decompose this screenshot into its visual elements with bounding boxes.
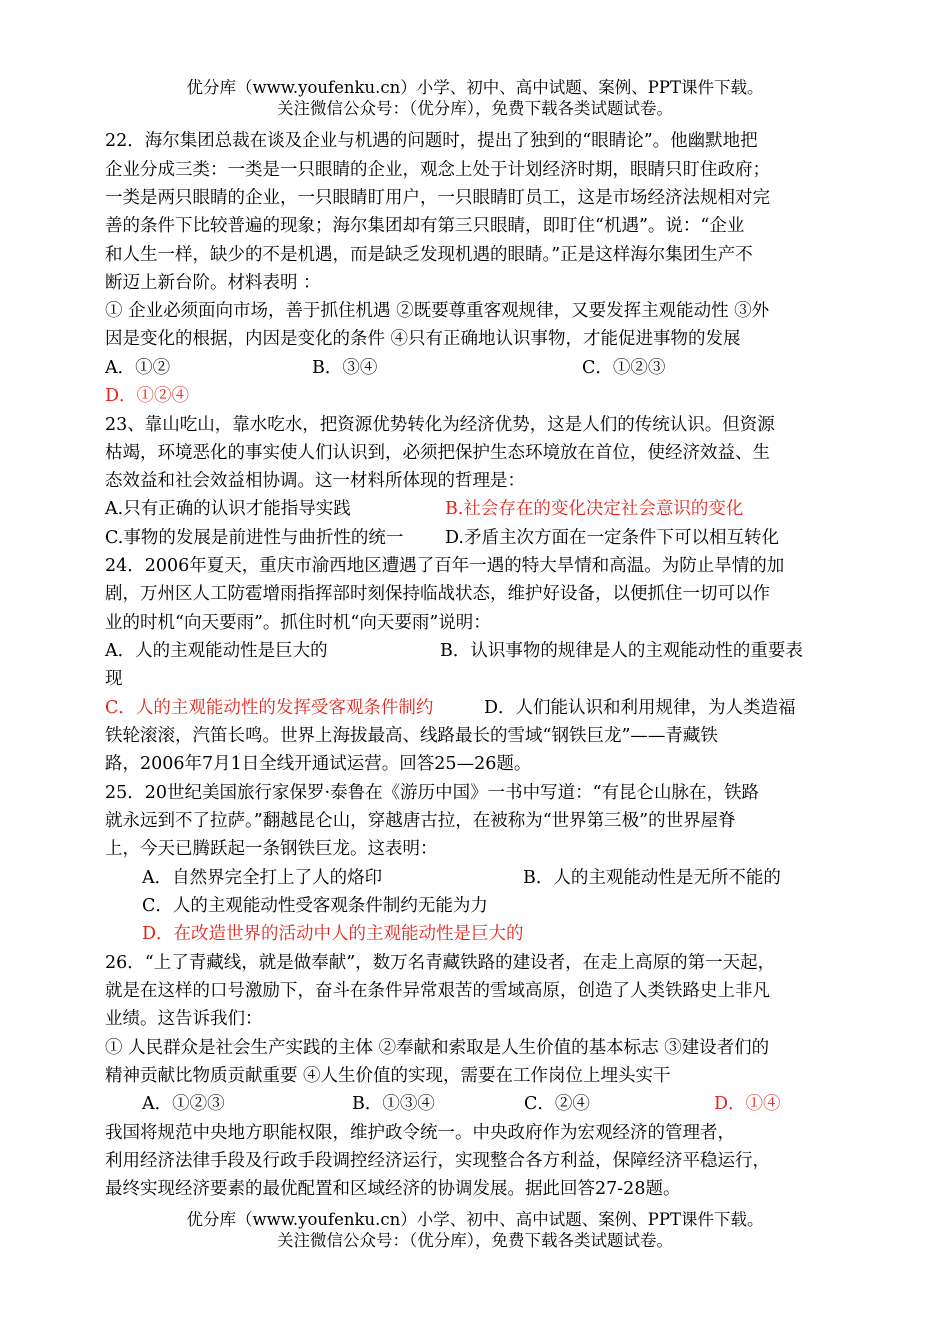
intro-line: 最终实现经济要素的最优配置和区域经济的协调发展。据此回答27-28题。 (105, 1179, 681, 1199)
q23-line: 态效益和社会效益相协调。这一材料所体现的哲理是： (105, 471, 525, 491)
q26-option-a: A．①②③ (142, 1094, 225, 1114)
intro-line: 我国将规范中央地方职能权限，维护政令统一。中央政府作为宏观经济的管理者， (105, 1123, 735, 1143)
q26-line: 26．“上了青藏线，就是做奉献”，数万名青藏铁路的建设者，在走上高原的第一天起， (105, 953, 776, 973)
q22-option-d-answer: D．①②④ (105, 386, 190, 406)
q26-option-c: C．②④ (524, 1094, 590, 1114)
q24-option-c-answer: C．人的主观能动性的发挥受客观条件制约 (105, 698, 434, 718)
header-top-line1: 优分库（www.youfenku.cn）小学、初中、高中试题、案例、PPT课件下载。 (186, 78, 764, 97)
q23-option-b-answer: B.社会存在的变化决定社会意识的变化 (445, 499, 744, 519)
q24-line: 24．2006年夏天，重庆市渝西地区遭遇了百年一遇的特大旱情和高温。为防止旱情的加 (105, 556, 785, 576)
q24-option-b: B．认识事物的规律是人的主观能动性的重要表 (440, 641, 803, 661)
q23-option-d: D.矛盾主次方面在一定条件下可以相互转化 (445, 528, 779, 548)
q25-option-a: A．自然界完全打上了人的烙印 (142, 868, 383, 888)
q22-line: 一类是两只眼睛的企业，一只眼睛盯用户，一只眼睛盯员工，这是市场经济法规相对完 (105, 188, 770, 208)
q26-option-d-answer: D．①④ (714, 1094, 781, 1114)
q26-line: ① 人民群众是社会生产实践的主体 ②奉献和索取是人生价值的基本标志 ③建设者们的 (105, 1038, 770, 1058)
q22-line: 企业分成三类：一类是一只眼睛的企业，观念上处于计划经济时期，眼睛只盯住政府； (105, 160, 770, 180)
q24-line: 业的时机“向天要雨”。抓住时机“向天要雨”说明： (105, 613, 491, 633)
q26-option-b: B．①③④ (352, 1094, 435, 1114)
q22-line: 22．海尔集团总裁在谈及企业与机遇的问题时，提出了独到的“眼睛论”。他幽默地把 (105, 131, 758, 151)
q25-line: 就永远到不了拉萨。”翻越昆仑山，穿越唐古拉，在被称为“世界第三极”的世界屋脊 (105, 811, 736, 831)
q22-line: ① 企业必须面向市场，善于抓住机遇 ②既要尊重客观规律，又要发挥主观能动性 ③外 (105, 301, 770, 321)
intro-line: 路，2006年7月1日全线开通试运营。回答25—26题。 (105, 754, 532, 774)
q22-option-a: A．①② (105, 358, 171, 378)
header-top-line2: 关注微信公众号：（优分库），免费下载各类试题试卷。 (277, 99, 673, 118)
q26-line: 就是在这样的口号激励下，奋斗在条件异常艰苦的雪域高原，创造了人类铁路史上非凡 (105, 981, 770, 1001)
q23-line: 枯竭，环境恶化的事实使人们认识到，必须把保护生态环境放在首位，使经济效益、生 (105, 443, 770, 463)
q25-line: 25．20世纪美国旅行家保罗·泰鲁在《游历中国》一书中写道：“有昆仑山脉在，铁路 (105, 783, 760, 803)
q24-line: 剧，万州区人工防雹增雨指挥部时刻保持临战状态，维护好设备，以便抓住一切可以作 (105, 584, 770, 604)
q25-option-c: C．人的主观能动性受客观条件制约无能为力 (142, 896, 488, 916)
q22-line: 因是变化的根据，内因是变化的条件 ④只有正确地认识事物，才能促进事物的发展 (105, 329, 741, 349)
intro-line: 利用经济法律手段及行政手段调控经济运行，实现整合各方利益，保障经济平稳运行， (105, 1151, 770, 1171)
q26-line: 精神贡献比物质贡献重要 ④人生价值的实现，需要在工作岗位上埋头实干 (105, 1066, 671, 1086)
q22-option-b: B．③④ (312, 358, 378, 378)
q25-option-d-answer: D．在改造世界的活动中人的主观能动性是巨大的 (142, 924, 524, 944)
q24-option-b-continued: 现 (105, 669, 123, 689)
header-bottom-line2: 关注微信公众号：（优分库），免费下载各类试题试卷。 (277, 1231, 673, 1250)
q23-option-c: C.事物的发展是前进性与曲折性的统一 (105, 528, 404, 548)
q23-option-a: A.只有正确的认识才能指导实践 (105, 499, 351, 519)
q22-line: 善的条件下比较普遍的现象；海尔集团却有第三只眼睛，即盯住“机遇”。说：“企业 (105, 216, 745, 236)
q22-line: 断迈上新台阶。材料表明 ： (105, 273, 321, 293)
q23-line: 23、靠山吃山，靠水吃水，把资源优势转化为经济优势，这是人们的传统认识。但资源 (105, 415, 775, 435)
intro-line: 铁轮滚滚，汽笛长鸣。世界上海拔最高、线路最长的雪域“钢铁巨龙”——青藏铁 (105, 726, 718, 746)
q26-line: 业绩。这告诉我们： (105, 1009, 263, 1029)
q24-option-d: D．人们能认识和利用规律，为人类造福 (484, 698, 796, 718)
header-bottom-line1: 优分库（www.youfenku.cn）小学、初中、高中试题、案例、PPT课件下载。 (186, 1210, 764, 1229)
q25-option-b: B．人的主观能动性是无所不能的 (523, 868, 781, 888)
q25-line: 上，今天已腾跃起一条钢铁巨龙。这表明： (105, 839, 438, 859)
q22-option-c: C．①②③ (582, 358, 666, 378)
q24-option-a: A．人的主观能动性是巨大的 (105, 641, 328, 661)
q22-line: 和人生一样，缺少的不是机遇，而是缺乏发现机遇的眼睛。”正是这样海尔集团生产不 (105, 245, 753, 265)
